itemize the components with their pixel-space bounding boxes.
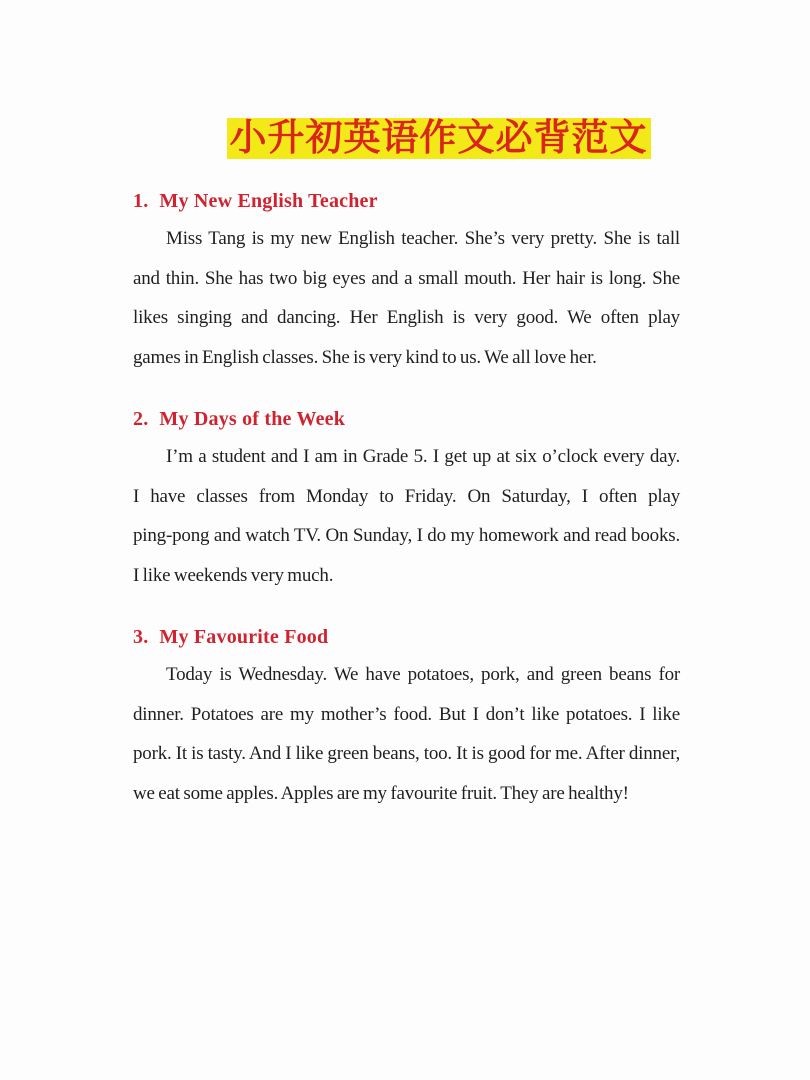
- section-title-text: My New English Teacher: [159, 190, 378, 212]
- section-title-text: My Favourite Food: [159, 626, 329, 648]
- essay-paragraph: [133, 655, 680, 813]
- paragraph-line: Miss Tang is my new English teacher. She’s very pretty. She is tall: [166, 228, 680, 249]
- section-number: 2.: [133, 408, 149, 430]
- essay-section-1: [133, 189, 680, 377]
- essay-paragraph: [133, 437, 680, 595]
- document-title: [133, 118, 680, 159]
- paragraph-line: pork. It is tasty. And I like green beans, too. It is good for me. After dinner,: [133, 743, 680, 764]
- essay-paragraph: [133, 219, 680, 377]
- paragraph-line: I like weekends very much.: [133, 564, 334, 586]
- section-number: 1.: [133, 190, 149, 212]
- section-number: 3.: [133, 626, 149, 648]
- section-heading: [133, 625, 680, 649]
- paragraph-line: Today is Wednesday. We have potatoes, pork, and green beans for: [166, 664, 680, 685]
- paragraph-line: games in English classes. She is very kind to us. We all love her.: [133, 346, 597, 368]
- paragraph-line: and thin. She has two big eyes and a small mouth. Her hair is long. She: [133, 267, 680, 289]
- paragraph-line: likes singing and dancing. Her English is very good. We often play: [133, 307, 680, 328]
- title-highlight: 小升初英语作文必背范文: [227, 118, 651, 159]
- section-title-text: My Days of the Week: [159, 408, 346, 430]
- paragraph-line: ping-pong and watch TV. On Sunday, I do my homework and read books.: [133, 525, 680, 546]
- paragraph-line: we eat some apples. Apples are my favourite fruit. They are healthy!: [133, 782, 629, 804]
- paragraph-line: I’m a student and I am in Grade 5. I get up at six o’clock every day.: [166, 446, 680, 467]
- section-heading: [133, 189, 680, 213]
- essay-section-3: [133, 625, 680, 813]
- section-heading: [133, 407, 680, 431]
- paragraph-line: I have classes from Monday to Friday. On Saturday, I often play: [133, 485, 680, 507]
- paragraph-line: dinner. Potatoes are my mother’s food. But I don’t like potatoes. I like: [133, 703, 680, 725]
- essay-section-2: [133, 407, 680, 595]
